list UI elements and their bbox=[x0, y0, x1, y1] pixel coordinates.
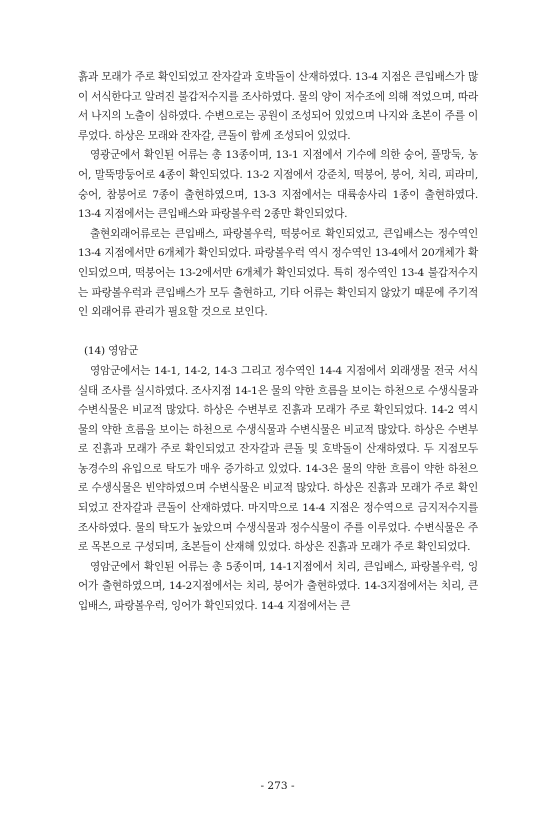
paragraph-continuation: 흙과 모래가 주로 확인되었고 잔자갈과 호박돌이 산재하였다. 13-4 지점은 큰입배스가 많이 서식한다고 알려진 불갑저수지를 조사하였다. 물의 양이 저수조에 의해 적었으며, 따라서 나지의 노출이 심하였다. 수변으로는 공원이 조성되어 있었으며 나지와 초본이 주를 이루었다. 하상은 모래와 잔자갈, 큰돌이 함께 조성되어 있었다. bbox=[78, 71, 478, 142]
body-text bbox=[78, 68, 478, 617]
page-number: - 273 - bbox=[260, 780, 295, 792]
paragraph-yeonggwang-fish: 영광군에서 확인된 어류는 총 13종이며, 13-1 지점에서 기수에 의한 숭어, 풀망둑, 농어, 말뚝망둥어로 4종이 확인되었다. 13-2 지점에서 강준치, 떡붕어, 붕어, 치리, 피라미, 숭어, 참붕어로 7종이 출현하였으며, 13-3 지점에서는 대륙송사리 1종이 출현하였다. 13-4 지점에서는 큰입배스와 파랑볼우럭 2종만 확인되었다. bbox=[78, 149, 478, 221]
paragraph-yeongam-fish: 영암군에서 확인된 어류는 총 5종이며, 14-1지점에서 치리, 큰입배스, 파랑볼우럭, 잉어가 출현하였으며, 14-2지점에서는 치리, 붕어가 출현하였다. 14-3지점에서는 치리, 큰입배스, 파랑볼우럭, 잉어가 확인되었다. 14-4 지점에서는 큰 bbox=[78, 560, 478, 613]
paragraph-yeongam-survey: 영암군에서는 14-1, 14-2, 14-3 그리고 정수역인 14-4 지점에서 외래생물 전국 서식실태 조사를 실시하였다. 조사지점 14-1은 물의 약한 흐름을 보이는 하천으로 수생식물과 수변식물은 비교적 많았다. 하상은 수변부로 진흙과 모래가 주로 확인되었다. 14-2 역시 물의 약한 흐름을 보이는 하천으로 수생식물과 수변식물은 비교적 많았다. 하상은 수변부로 진흙과 모래가 주로 확인되었고 잔자갈과 큰돌 및 호박돌이 산재하였다. 두 지점모두 농경수의 유입으로 탁도가 매우 증가하고 있었다. 14-3은 물의 약한 흐름이 약한 하천으로 수생식물은 빈약하였으며 수변식물은 비교적 많았다. 하상은 진흙과 모래가 주로 확인되었고 잔자갈과 큰돌이 산재하였다. 마지막으로 14-4 지점은 정수역으로 금지저수지를 조사하였다. 물의 탁도가 높았으며 수생식물과 정수식물이 주를 이루었다. 수변식물은 주로 목본으로 구성되며, 초본들이 산재해 있었다. 하상은 진흙과 모래가 주로 확인되었다. bbox=[78, 364, 478, 554]
paragraph-yeonggwang-invasive: 출현외래어류로는 큰입배스, 파랑볼우럭, 떡붕어로 확인되었고, 큰입배스는 정수역인 13-4 지점에서만 6개체가 확인되었다. 파랑볼우럭 역시 정수역인 13-4에서 20개체가 확인되었으며, 떡붕어는 13-2에서만 6개체가 확인되었다. 특히 정수역인 13-4 불갑저수지는 파랑볼우럭과 큰입배스가 모두 출현하고, 기타 어류는 확인되지 않았기 때문에 주기적인 외래어류 관리가 필요할 것으로 보인다. bbox=[78, 227, 478, 319]
section-heading-yeongam: (14) 영암군 bbox=[84, 345, 139, 358]
